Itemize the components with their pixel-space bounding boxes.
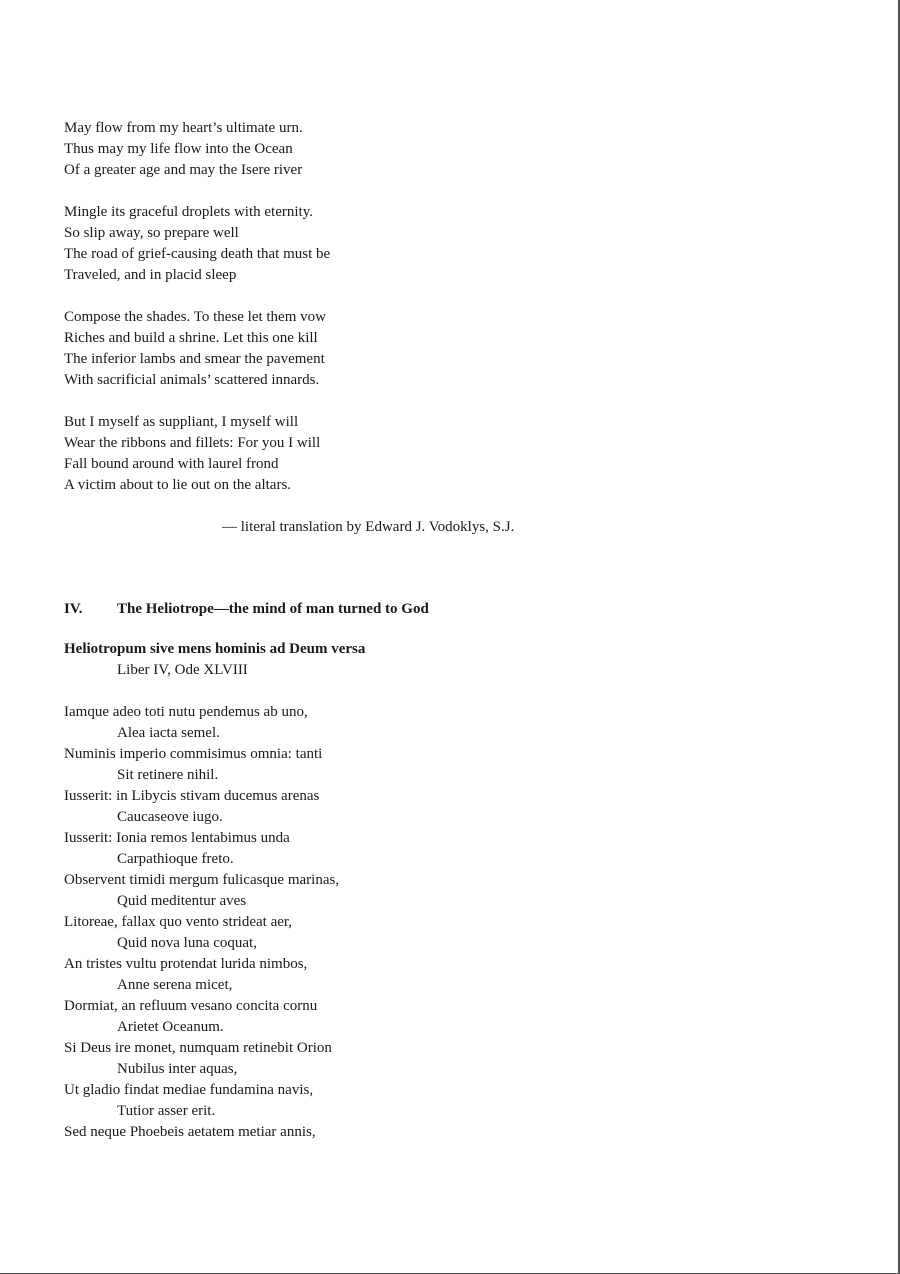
poem-line: Numinis imperio commisimus omnia: tanti xyxy=(64,746,323,762)
poem-line: Litoreae, fallax quo vento strideat aer, xyxy=(64,914,293,930)
poem-line: Mingle its graceful droplets with eternity. xyxy=(64,204,313,220)
poem-line: Observent timidi mergum fulicasque marinas, xyxy=(64,872,340,888)
poem-line: Thus may my life flow into the Ocean xyxy=(64,141,293,157)
poem-line-indented: Alea iacta semel. xyxy=(117,725,220,741)
latin-poem xyxy=(64,702,824,1143)
poem-line: Ut gladio findat mediae fundamina navis, xyxy=(64,1082,314,1098)
poem-line: Si Deus ire monet, numquam retinebit Orion xyxy=(64,1040,332,1056)
latin-poem-title: Heliotropum sive mens hominis ad Deum versa xyxy=(64,641,366,657)
poem-line: Iamque adeo toti nutu pendemus ab uno, xyxy=(64,704,308,720)
poem-line-indented: Anne serena micet, xyxy=(117,977,233,993)
latin-poem-subtitle: Liber IV, Ode XLVIII xyxy=(117,662,248,678)
poem-line: With sacrificial animals’ scattered innards. xyxy=(64,372,320,388)
poem-line-indented: Sit retinere nihil. xyxy=(117,767,219,783)
poem-line: Iusserit: in Libycis stivam ducemus arenas xyxy=(64,788,320,804)
stanza xyxy=(64,307,824,391)
poem-line: So slip away, so prepare well xyxy=(64,225,239,241)
section-number: IV. xyxy=(64,601,83,617)
poem-line: But I myself as suppliant, I myself will xyxy=(64,414,299,430)
poem-line-indented: Caucaseove iugo. xyxy=(117,809,223,825)
section-title: The Heliotrope—the mind of man turned to God xyxy=(117,601,429,617)
poem-line: Dormiat, an refluum vesano concita cornu xyxy=(64,998,318,1014)
translation-attribution: — literal translation by Edward J. Vodoklys, S.J. xyxy=(222,519,515,535)
poem-line: Of a greater age and may the Isere river xyxy=(64,162,303,178)
poem-line: Traveled, and in placid sleep xyxy=(64,267,237,283)
poem-line: Wear the ribbons and fillets: For you I will xyxy=(64,435,321,451)
stanza xyxy=(64,202,824,286)
poem-line: Fall bound around with laurel frond xyxy=(64,456,279,472)
document-page xyxy=(64,118,824,1143)
poem-line-indented: Quid meditentur aves xyxy=(117,893,247,909)
poem-line: The inferior lambs and smear the pavement xyxy=(64,351,325,367)
poem-line: Iusserit: Ionia remos lentabimus unda xyxy=(64,830,290,846)
poem-line: An tristes vultu protendat lurida nimbos, xyxy=(64,956,308,972)
stanza xyxy=(64,118,824,181)
poem-line: May flow from my heart’s ultimate urn. xyxy=(64,120,303,136)
poem-line: The road of grief-causing death that must be xyxy=(64,246,331,262)
section-heading xyxy=(64,599,824,620)
poem-line-indented: Nubilus inter aquas, xyxy=(117,1061,238,1077)
poem-line: Compose the shades. To these let them vow xyxy=(64,309,326,325)
poem-line-indented: Arietet Oceanum. xyxy=(117,1019,224,1035)
poem-line: Riches and build a shrine. Let this one kill xyxy=(64,330,318,346)
poem-line-indented: Carpathioque freto. xyxy=(117,851,234,867)
stanza xyxy=(64,412,824,496)
poem-line-indented: Quid nova luna coquat, xyxy=(117,935,257,951)
translation-poem xyxy=(64,118,824,496)
poem-line: Sed neque Phoebeis aetatem metiar annis, xyxy=(64,1124,316,1140)
poem-line-indented: Tutior asser erit. xyxy=(117,1103,216,1119)
poem-line: A victim about to lie out on the altars. xyxy=(64,477,292,493)
